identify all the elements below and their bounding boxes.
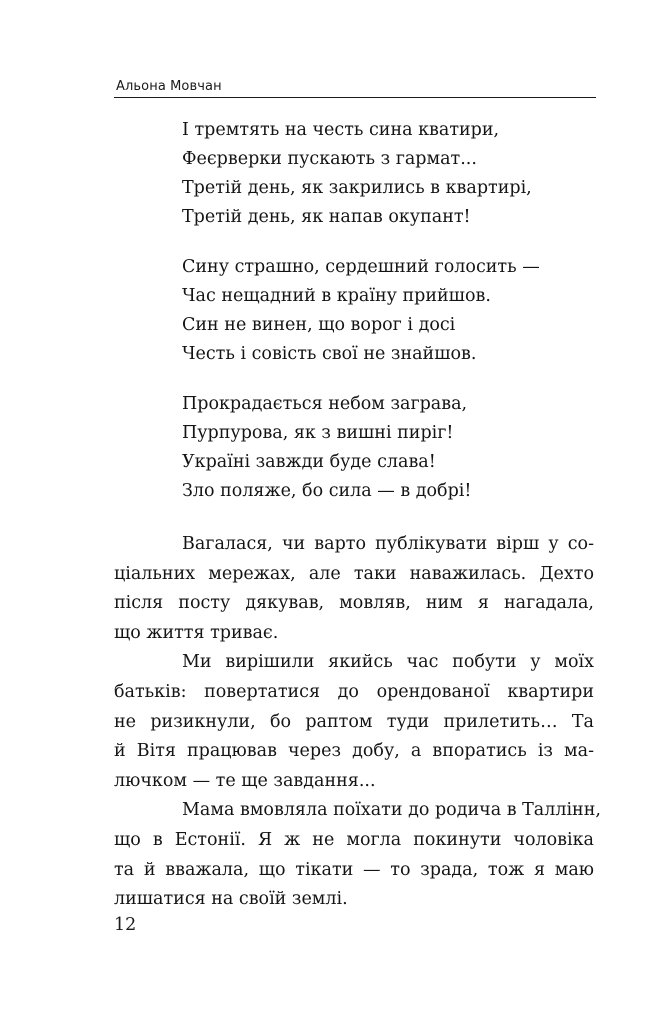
poem-line: Третій день, як закрились в квартирі, bbox=[182, 178, 532, 198]
poem-line: Україні завжди буде слава! bbox=[182, 452, 436, 472]
prose-line: що в Естонії. Я ж не могла покинути чоловіка bbox=[114, 829, 594, 850]
poem-line: Зло поляже, бо сила — в добрі! bbox=[182, 481, 472, 501]
poem-line: І тремтять на честь сина кватири, bbox=[182, 120, 500, 140]
prose-line: після посту дякував, мовляв, ним я нагадала, bbox=[114, 593, 594, 614]
prose-line: батьків: повертатися до орендованої квартири bbox=[114, 681, 594, 702]
poem-line: Час нещадний в країну прийшов. bbox=[182, 286, 491, 306]
prose-line: Вагалася, чи варто публікувати вірш у со- bbox=[182, 534, 594, 554]
prose-line: лишатися на своїй землі. bbox=[114, 889, 348, 910]
poem-line: Феєрверки пускають з гармат... bbox=[182, 149, 477, 169]
poem-line: Син не винен, що ворог і досі bbox=[182, 315, 456, 335]
poem-line: Прокрадається небом заграва, bbox=[182, 394, 468, 414]
prose-line: лючком — те ще завдання... bbox=[114, 770, 376, 791]
header-rule bbox=[114, 97, 596, 98]
prose-line: не ризикнули, бо раптом туди прилетить… Та bbox=[114, 711, 594, 732]
prose-body bbox=[114, 530, 601, 915]
poem-stanza bbox=[182, 390, 594, 506]
poem-line: Третій день, як напав окупант! bbox=[182, 207, 471, 227]
prose-line: ціальних мережах, але таки наважилась. Дехто bbox=[114, 563, 594, 584]
poem-line: Сину страшно, сердешний голосить — bbox=[182, 257, 540, 277]
page-number: 12 bbox=[114, 915, 137, 935]
prose-line: та й вважала, що тікати — то зрада, тож я маю bbox=[114, 859, 594, 880]
prose-paragraph bbox=[114, 530, 594, 648]
poem-line: Честь і совість свої не знайшов. bbox=[182, 344, 477, 364]
prose-line: Мама вмовляла поїхати до родича в Таллінн, bbox=[182, 800, 601, 821]
poem bbox=[182, 116, 594, 506]
poem-stanza bbox=[182, 253, 594, 369]
prose-paragraph bbox=[114, 796, 601, 914]
prose-paragraph bbox=[114, 648, 594, 796]
poem-stanza bbox=[182, 116, 594, 232]
prose-line: й Вітя працював через добу, а впоратись із ма- bbox=[114, 741, 594, 762]
poem-line: Пурпурова, як з вишні пиріг! bbox=[182, 423, 454, 443]
prose-line: Ми вирішили якийсь час побути у моїх bbox=[182, 652, 594, 673]
running-head-author: Альона Мовчан bbox=[116, 79, 222, 94]
prose-line: що життя триває. bbox=[114, 622, 279, 643]
